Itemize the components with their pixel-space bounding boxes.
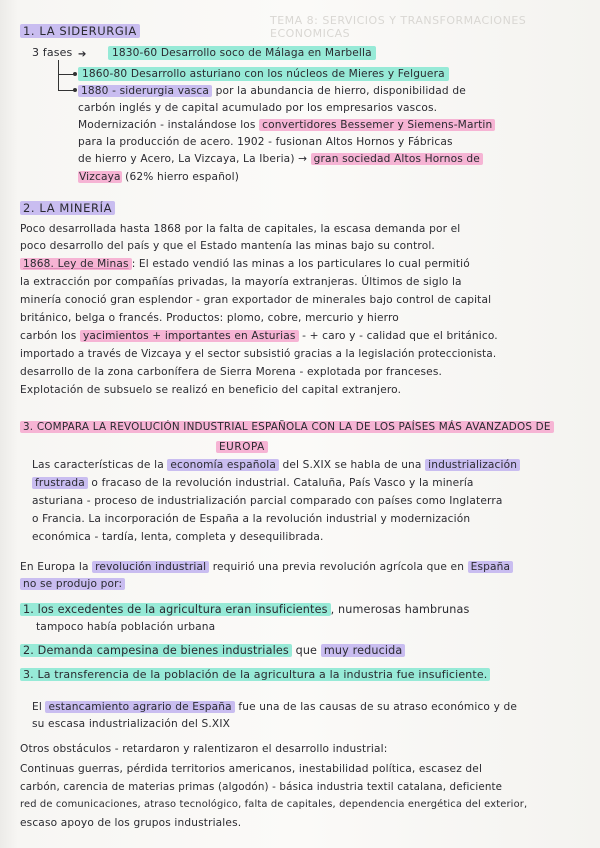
- section-3-title: 3. COMPARA LA REVOLUCIÓN INDUSTRIAL ESPAÑOLA CON LA DE LOS PAÍSES MÁS AVANZADOS DE: [20, 420, 554, 434]
- section-2-title: 2. LA MINERÍA: [20, 201, 115, 215]
- sec2-line-6: británico, belga o francés. Productos: plomo, cobre, mercurio y hierro: [20, 312, 399, 324]
- sec1-line-7: de hierro y Acero, La Vizcaya, La Iberia) → gran sociedad Altos Hornos de: [78, 152, 483, 166]
- sec2-line-3: 1868. Ley de Minas : El estado vendió las minas a los particulares lo cual permitió: [20, 257, 470, 271]
- fase-3: 1880 - siderurgia vasca por la abundancia de hierro, disponibilidad de: [78, 84, 466, 98]
- fases-label: 3 fases: [32, 46, 73, 59]
- obstacles-line-1: Continuas guerras, pérdida territorios americanos, inestabilidad política, escasez del: [20, 763, 483, 775]
- sec2-line-4: la extracción por compañías privadas, la mayoría extranjeras. Últimos de siglo la: [20, 276, 462, 288]
- sec1-line-8: Vizcaya (62% hierro español): [79, 171, 240, 183]
- obstacles-line-3: red de comunicaciones, atraso tecnológico, falta de capitales, dependencia energética del exterior,: [20, 799, 528, 810]
- sec1-line-4: carbón inglés y de capital acumulado por los empresarios vascos.: [78, 102, 438, 114]
- reason-1: 1. los excedentes de la agricultura eran insuficientes , numerosas hambrunas: [20, 603, 470, 617]
- sec2-line-7: carbón los yacimientos + importantes en Asturias - + caro y - calidad que el británico.: [20, 330, 498, 342]
- fase-2: 1860-80 Desarrollo asturiano con los núcleos de Mieres y Felguera: [78, 67, 449, 81]
- obstacles-line-4: escaso apoyo de los grupos industriales.: [20, 817, 242, 829]
- sec3-line-3: asturiana - proceso de industrialización parcial comparado con países como Inglaterra: [32, 495, 503, 507]
- sec3-line-1: Las características de la economía española del S.XIX se habla de una industrialización: [32, 458, 520, 472]
- sec3-para-3b: su escasa industrialización del S.XIX: [32, 718, 230, 730]
- sec1-line-6: para la producción de acero. 1902 - fusionan Altos Hornos y Fábricas: [78, 136, 453, 148]
- sec3-line-5: económica - tardía, lenta, completa y desequilibrada.: [32, 531, 324, 543]
- section-3-title-2: EUROPA: [216, 440, 268, 454]
- sec2-line-8: importado a través de Vizcaya y el sector subsistió gracias a la legislación proteccionista.: [20, 348, 497, 360]
- bleed-through-heading: TEMA 8: SERVICIOS Y TRANSFORMACIONES ECONOMICAS: [270, 14, 527, 40]
- sec3-line-4: o Francia. La incorporación de España a la revolución industrial y modernización: [32, 513, 471, 525]
- fase-1: 1830-60 Desarrollo soco de Málaga en Marbella: [108, 46, 376, 60]
- reason-1-cont: tampoco había población urbana: [36, 621, 216, 633]
- sec3-para-2b: no se produjo por:: [20, 577, 125, 591]
- sec2-line-5: minería conoció gran esplendor - gran exportador de minerales bajo control de capital: [20, 294, 492, 306]
- sec3-line-2: frustrada o fracaso de la revolución industrial. Cataluña, País Vasco y la minería: [32, 476, 474, 490]
- sec2-line-1: Poco desarrollada hasta 1868 por la falta de capitales, la escasa demanda por el: [20, 223, 461, 235]
- reason-3: 3. La transferencia de la población de la agricultura a la industria fue insuficiente.: [20, 668, 490, 682]
- section-1-title: 1. LA SIDERURGIA: [20, 24, 140, 38]
- sec2-line-10: Explotación de subsuelo se realizó en beneficio del capital extranjero.: [20, 384, 402, 396]
- sec1-line-5: Modernización - instalándose los convertidores Bessemer y Siemens-Martin: [78, 118, 495, 132]
- sec2-line-2: poco desarrollo del país y que el Estado mantenía las minas bajo su control.: [20, 240, 435, 252]
- sec3-para-2: En Europa la revolución industrial requirió una previa revolución agrícola que en España: [20, 560, 513, 574]
- reason-2: 2. Demanda campesina de bienes industriales que muy reducida: [20, 644, 405, 658]
- arrow-icon: ➔: [78, 49, 87, 60]
- sec2-line-9: desarrollo de la zona carbonífera de Sierra Morena - explotada por franceses.: [20, 366, 443, 378]
- obstacles-title: Otros obstáculos - retardaron y ralentizaron el desarrollo industrial:: [20, 743, 388, 755]
- sec3-para-3: El estancamiento agrario de España fue una de las causas de su atraso económico y de: [32, 701, 518, 713]
- obstacles-line-2: carbón, carencia de materias primas (algodón) - básica industria textil catalana, deficiente: [20, 781, 503, 793]
- bullet-dot-icon: [73, 88, 77, 92]
